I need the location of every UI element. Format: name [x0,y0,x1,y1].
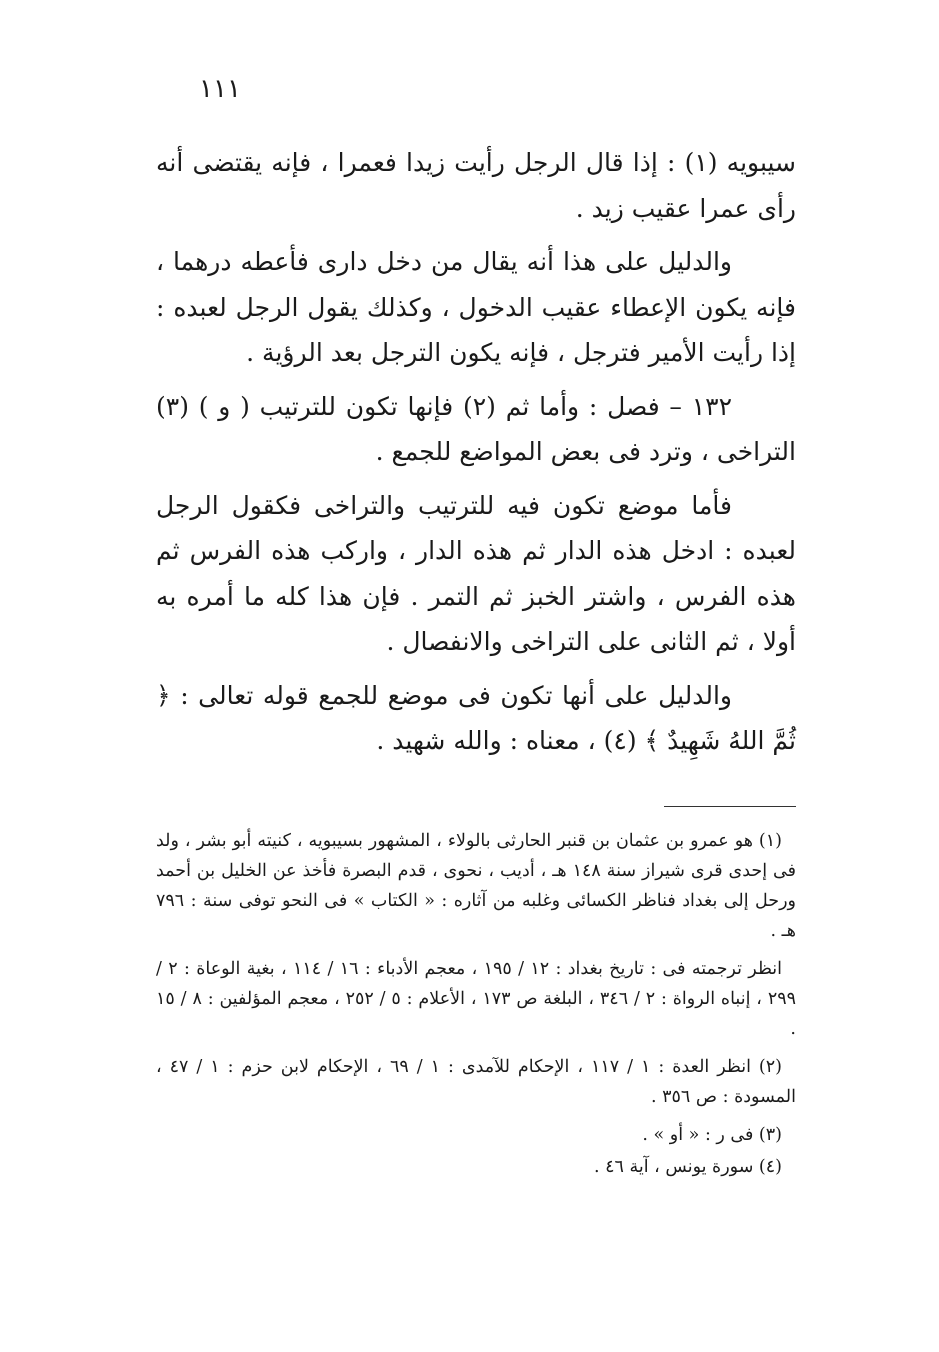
footnote-divider [664,806,796,807]
footnote-4: (٤) سورة يونس ، آية ٤٦ . [593,1157,782,1177]
paragraph-sibawayh-quote: سيبويه (١) : إذا قال الرجل رأيت زيدا فعمرا ، فإنه يقتضى أنه رأى عمرا عقيب زيد . [156,148,796,223]
paragraph-section-132: ١٣٢ – فصل : وأما ثم (٢) فإنها تكون للترتيب ( و ) (٣) التراخى ، وترد فى بعض المواضع للجمع . [156,391,796,466]
footnote-1: (١) هو عمرو بن عثمان بن قنبر الحارثى بالولاء ، المشهور بسيبويه ، كنيته أبو بشر ، ولد فى إحدى قرى شيراز سنة ١٤٨ هـ ، أديب ، نحوى ، قدم البصرة فأخذ عن الخليل بن أحمد ورحل إلى بغداد فناظر الكسائى وغلبه من آثاره : « الكتاب » فى النحو توفى سنة : ٧٩٦ هـ . [156,831,796,941]
paragraph-evidence-order: والدليل على هذا أنه يقال من دخل دارى فأعطه درهما ، فإنه يكون الإعطاء عقيب الدخول ، وكذلك يقول الرجل لعبده : إذا رأيت الأمير فترجل ، فإنه يكون الترجل بعد الرؤية . [156,247,796,367]
footnote-1-sources: انظر ترجمته فى : تاريخ بغداد : ١٢ / ١٩٥ ، معجم الأدباء : ١٦ / ١١٤ ، بغية الوعاة : ٢ / ٢٩٩ ، إنباه الرواة : ٢ / ٣٤٦ ، البلغة ص ١٧٣ ، الأعلام : ٥ / ٢٥٢ ، معجم المؤلفين : ٨ / ١٥ . [156,959,797,1039]
paragraph-evidence-conjunction: والدليل على أنها تكون فى موضع للجمع قوله تعالى : ﴿ ثُمَّ اللهُ شَهِيدٌ ﴾ (٤) ، معناه : والله شهيد . [156,680,796,755]
paragraph-sequence-examples: فأما موضع تكون فيه للترتيب والتراخى فكقول الرجل لعبده : ادخل هذه الدار ثم هذه الدار ، واركب هذه الفرس ثم هذه الفرس ، واشتر الخبز ثم التمر . فإن هذا كله ما أمره به أولا ، ثم الثانى على التراخى والانفصال . [156,490,796,656]
main-text-body [156,140,796,772]
footnote-3: (٣) فى ر : « أو » . [642,1125,782,1145]
page-number: ١١١ [199,74,241,104]
footnotes [156,826,796,1184]
footnote-2: (٢) انظر العدة : ١ / ١١٧ ، الإحكام للآمدى : ١ / ٦٩ ، الإحكام لابن حزم : ١ / ٤٧ ، المسودة : ص ٣٥٦ . [156,1057,796,1107]
